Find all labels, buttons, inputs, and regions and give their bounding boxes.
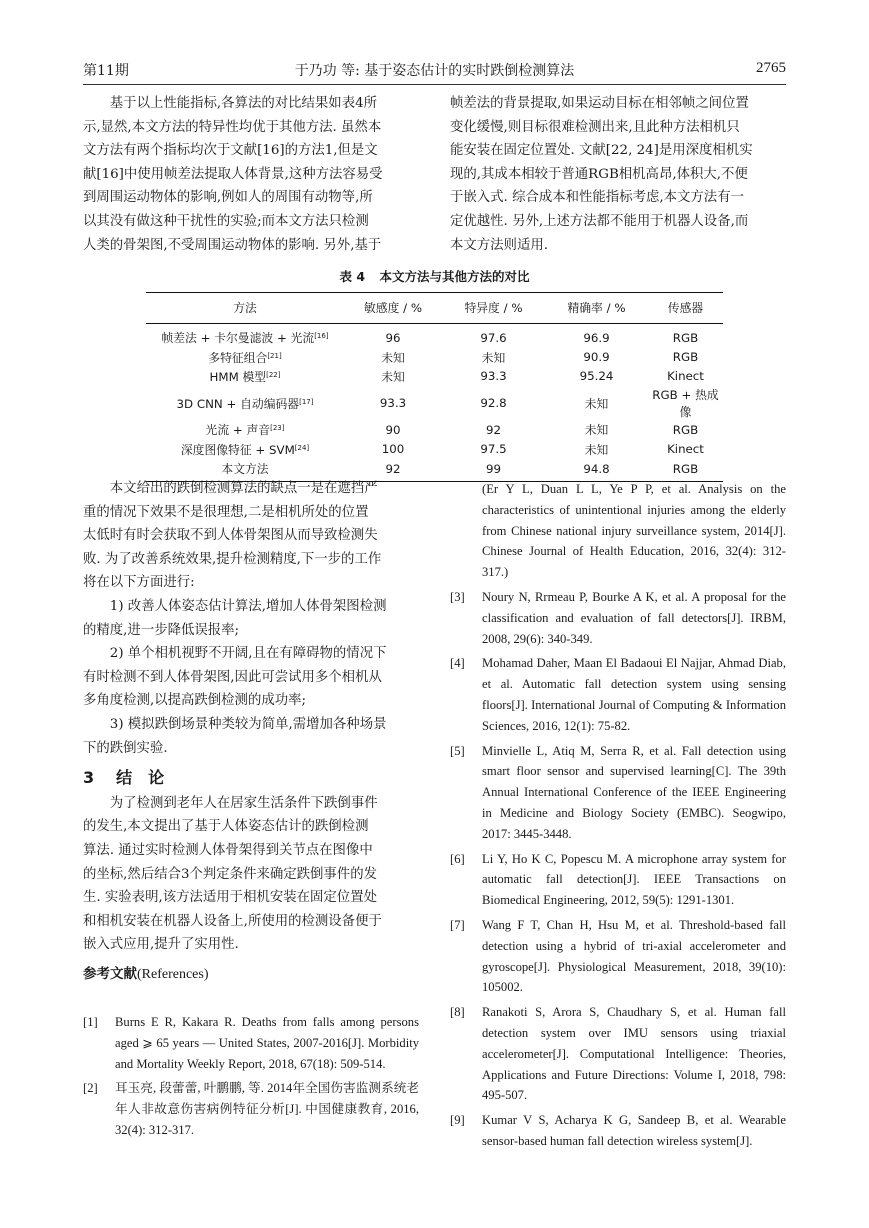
cell-specificity: 97.5 — [480, 442, 507, 457]
reference-text: Burns E R, Kakara R. Deaths from falls among persons aged ⩾ 65 years — United States, 2007-2016[J]. Morbidity and Mortality Weekly Report, 2018, 67(18): 509-514. — [115, 1015, 419, 1071]
method-name: 光流 + 声音 — [205, 423, 271, 438]
comparison-table — [146, 292, 723, 482]
header-specificity: 特异度 / % — [442, 293, 545, 324]
text-line: 的坐标,然后结合3个判定条件来确定跌倒事件的发 — [83, 866, 377, 882]
citation-superscript: [23] — [270, 424, 285, 433]
paragraph-comparison — [83, 92, 419, 257]
cell-sensor: RGB — [672, 350, 699, 365]
reference-number: [8] — [450, 1005, 465, 1020]
header-sensitivity: 敏感度 / % — [344, 293, 442, 324]
cell-precision: 未知 — [584, 423, 609, 438]
cell-specificity: 99 — [442, 459, 545, 482]
reference-text: (Er Y L, Duan L L, Ye P P, et al. Analysis on the characteristics of unintentional injuries among the elderly from Chinese national injury surveillance system, 2014[J]. Chinese Journal of Health Education, 2016, 32(4): 312-317.) — [482, 482, 786, 580]
text-line: 于嵌入式. 综合成本和性能指标考虑,本文方法有一 — [450, 190, 744, 206]
cell-sensitivity: 未知 — [381, 350, 405, 365]
cell-specificity: 97.6 — [480, 330, 507, 345]
text-line: 败. 为了改善系统效果,提升检测精度,下一步的工作 — [83, 551, 382, 567]
cell-method — [146, 324, 344, 348]
text-line: 现的,其成本相较于普通RGB相机高昂,体积大,不便 — [450, 166, 748, 182]
cell-method — [146, 367, 344, 386]
running-header — [83, 58, 786, 80]
method-name: 多特征组合 — [208, 350, 268, 365]
reference-text: Noury N, Rrmeau P, Bourke A K, et al. A proposal for the classification and evaluation of fall detectors[J]. IRBM, 2008, 29(6): 340-349. — [482, 589, 786, 646]
cell-precision: 95.24 — [579, 369, 614, 384]
text-line: 以其没有做这种干扰性的实验;而本文方法只检测 — [83, 213, 369, 229]
reference-number: [6] — [450, 851, 465, 866]
text-line: 将在以下方面进行: — [83, 575, 195, 591]
cell-precision: 90.9 — [583, 350, 610, 365]
table-row — [146, 440, 723, 459]
reference-item — [450, 653, 786, 736]
cell-precision: 94.8 — [545, 459, 648, 482]
reference-text: Mohamad Daher, Maan El Badaoui El Najjar, Ahmad Diab, et al. Automatic fall detection system using sensing floors[J]. International Journal of Computing & Information Sciences, 2016, 12(1): 75-82. — [482, 656, 786, 733]
reference-number: [1] — [83, 1015, 98, 1029]
header-sensor: 传感器 — [648, 293, 723, 324]
paragraph-continued — [450, 92, 786, 257]
cell-sensor: RGB — [672, 422, 699, 437]
page-number: 2765 — [756, 60, 786, 76]
text-line: 下的跌倒实验. — [83, 740, 168, 756]
citation-superscript: [16] — [314, 332, 329, 341]
text-line: 算法. 通过实时检测人体骨架得到关节点在图像中 — [83, 842, 373, 858]
section-number: 3 — [83, 768, 95, 788]
text-line: 的精度,进一步降低误报率; — [83, 622, 240, 638]
table-row — [146, 420, 723, 439]
cell-sensitivity: 90 — [385, 422, 401, 437]
reference-item — [450, 587, 786, 649]
top-right-column — [450, 92, 786, 257]
text-line: 为了检测到老年人在居家生活条件下跌倒事件 — [109, 795, 378, 811]
table-row — [146, 367, 723, 386]
reference-item — [450, 1002, 786, 1106]
reference-text: Wang F T, Chan H, Hsu M, et al. Threshold-based fall detection using a hybrid of tri-axial accelerometer and gyroscope[J]. Physiological Measurement, 2018, 39(10): 105002. — [482, 917, 786, 995]
references-heading — [83, 963, 419, 987]
text-line: 文方法有两个指标均次于文献[16]的方法1,但是文 — [83, 143, 378, 159]
text-line: 1) 改善人体姿态估计算法,增加人体骨架图检测 — [109, 598, 387, 614]
table-row — [146, 347, 723, 366]
reference-number: [9] — [450, 1113, 465, 1128]
reference-item — [450, 741, 786, 845]
cell-method — [146, 386, 344, 420]
method-name: 3D CNN + 自动编码器 — [176, 396, 300, 411]
reference-text: 耳玉亮, 段蕾蕾, 叶鹏鹏, 等. 2014年全国伤害监测系统老年人非故意伤害病例特征分析[J]. 中国健康教育, 2016, 32(4): 312-317. — [115, 1081, 419, 1137]
text-line: 帧差法的背景提取,如果运动目标在相邻帧之间位置 — [450, 96, 749, 111]
reference-text: Minvielle L, Atiq M, Serra R, et al. Fall detection using smart floor sensor and supervised learning[C]. The 39th Annual International Conference of the IEEE Engineering in Medicine and Biology Society (EMBC). Seogwipo, 2017: 3445-3448. — [482, 743, 786, 841]
reference-number: [3] — [450, 589, 465, 604]
header-precision: 精确率 / % — [545, 293, 648, 324]
text-line: 示,显然,本文方法的特异性均优于其他方法. 虽然本 — [83, 119, 382, 135]
text-line: 重的情况下效果不是很理想,二是相机所处的位置 — [83, 504, 369, 520]
text-line: 本文方法则适用. — [450, 237, 548, 253]
reference-text: Kumar V S, Acharya K G, Sandeep B, et al. Wearable sensor-based human fall detection wireless system[J]. — [482, 1113, 786, 1148]
cell-sensor: RGB — [672, 330, 699, 345]
paragraph-limitations — [83, 477, 419, 595]
reference-item — [83, 1078, 419, 1140]
header-method: 方法 — [146, 293, 344, 324]
text-line: 变化缓慢,则目标很难检测出来,且此种方法相机只 — [450, 119, 740, 135]
paragraph-conclusion — [83, 792, 419, 957]
cell-sensitivity: 92 — [344, 459, 442, 482]
text-line: 多角度检测,以提高跌倒检测的成功率; — [83, 693, 307, 709]
list-item-3 — [83, 713, 419, 760]
text-line: 定优越性. 另外,上述方法都不能用于机器人设备,而 — [450, 213, 749, 229]
citation-superscript: [21] — [267, 351, 282, 360]
bottom-left-column — [83, 477, 419, 986]
list-item-2 — [83, 642, 419, 713]
text-line: 献[16]中使用帧差法提取人体背景,这种方法容易受 — [83, 166, 383, 182]
reference-item — [450, 1110, 786, 1152]
cell-specificity: 93.3 — [480, 369, 507, 384]
issue-number: 第11期 — [83, 63, 129, 79]
text-line: 3) 模拟跌倒场景种类较为简单,需增加各种场景 — [109, 716, 387, 732]
cell-precision: 未知 — [584, 396, 609, 411]
header-rule — [83, 84, 786, 85]
text-line: 有时检测不到人体骨架图,因此可尝试用多个相机从 — [83, 669, 382, 685]
text-line: 和相机安装在机器人设备上,所使用的检测设备便于 — [83, 913, 382, 929]
section-heading — [83, 766, 419, 790]
cell-sensitivity: 100 — [381, 442, 405, 457]
cell-sensor: Kinect — [667, 442, 704, 457]
text-line: 人类的骨架图,不受周围运动物体的影响. 另外,基于 — [83, 237, 382, 253]
method-name: HMM 模型 — [209, 369, 267, 384]
cell-sensor: RGB — [648, 459, 723, 482]
text-line: 基于以上性能指标,各算法的对比结果如表4所 — [109, 96, 377, 111]
text-line: 2) 单个相机视野不开阔,且在有障碍物的情况下 — [109, 646, 387, 662]
method-name: 深度图像特征 + SVM — [180, 442, 295, 457]
reference-text: Ranakoti S, Arora S, Chaudhary S, et al. Human fall detection system over IMU sensors using triaxial accelerometer[J]. Computational Intelligence: Theories, Applications and Future Directions: Volume I, 2018, 798: 495-507. — [482, 1005, 786, 1103]
text-line: 嵌入式应用,提升了实用性. — [83, 937, 239, 953]
reference-item — [83, 1012, 419, 1074]
cell-method — [146, 420, 344, 439]
text-line: 的发生,本文提出了基于人体姿态估计的跌倒检测 — [83, 819, 369, 835]
cell-precision: 未知 — [584, 442, 609, 457]
references-title: 参考文献 — [83, 965, 137, 982]
reference-item — [450, 479, 786, 583]
reference-item — [450, 915, 786, 998]
text-line: 能安装在固定位置处. 文献[22, 24]是用深度相机实 — [450, 143, 753, 159]
text-line: 生. 实验表明,该方法适用于相机安装在固定位置处 — [83, 890, 377, 906]
table-caption-number: 表 4 — [339, 269, 366, 284]
citation-superscript: [17] — [299, 397, 314, 406]
text-line: 到周围运动物体的影响,例如人的周围有动物等,所 — [83, 190, 373, 206]
reference-item — [450, 849, 786, 911]
cell-sensitivity: 未知 — [381, 369, 405, 384]
cell-sensor: RGB + 热成像 — [652, 388, 719, 420]
text-line: 本文给出的跌倒检测算法的缺点一是在遮挡严 — [109, 481, 378, 496]
method-name: 本文方法 — [221, 462, 269, 477]
references-left — [83, 1012, 419, 1145]
references-right — [450, 479, 786, 1156]
table-header-row — [146, 293, 723, 324]
cell-method — [146, 440, 344, 459]
table-row — [146, 324, 723, 348]
reference-number: [7] — [450, 917, 465, 932]
method-name: 帧差法 + 卡尔曼滤波 + 光流 — [161, 331, 315, 346]
cell-sensitivity: 93.3 — [379, 396, 407, 411]
text-line: 太低时有时会获取不到人体骨架图从而导致检测失 — [83, 528, 378, 544]
reference-number: [2] — [83, 1081, 98, 1096]
cell-sensor: Kinect — [667, 369, 704, 384]
running-title: 于乃功 等: 基于姿态估计的实时跌倒检测算法 — [294, 63, 575, 79]
list-item-1 — [83, 595, 419, 642]
table-caption — [83, 267, 786, 285]
reference-text: Li Y, Ho K C, Popescu M. A microphone array system for automatic fall detection[J]. IEEE Transactions on Biomedical Engineering, 2012, 59(5): 1291-1301. — [482, 851, 786, 908]
references-title-en: (References) — [137, 966, 209, 982]
cell-method — [146, 347, 344, 366]
table-caption-text: 本文方法与其他方法的对比 — [379, 269, 530, 284]
reference-number: [5] — [450, 743, 465, 758]
citation-superscript: [24] — [294, 443, 310, 452]
section-title: 结 论 — [116, 768, 165, 788]
table-row — [146, 386, 723, 420]
top-left-column — [83, 92, 419, 257]
citation-superscript: [22] — [266, 370, 281, 379]
cell-precision: 96.9 — [583, 330, 610, 345]
reference-number: [4] — [450, 656, 465, 671]
cell-specificity: 92 — [485, 422, 501, 437]
cell-sensitivity: 96 — [385, 330, 401, 345]
cell-specificity: 未知 — [481, 350, 506, 365]
cell-specificity: 92.8 — [480, 396, 507, 411]
